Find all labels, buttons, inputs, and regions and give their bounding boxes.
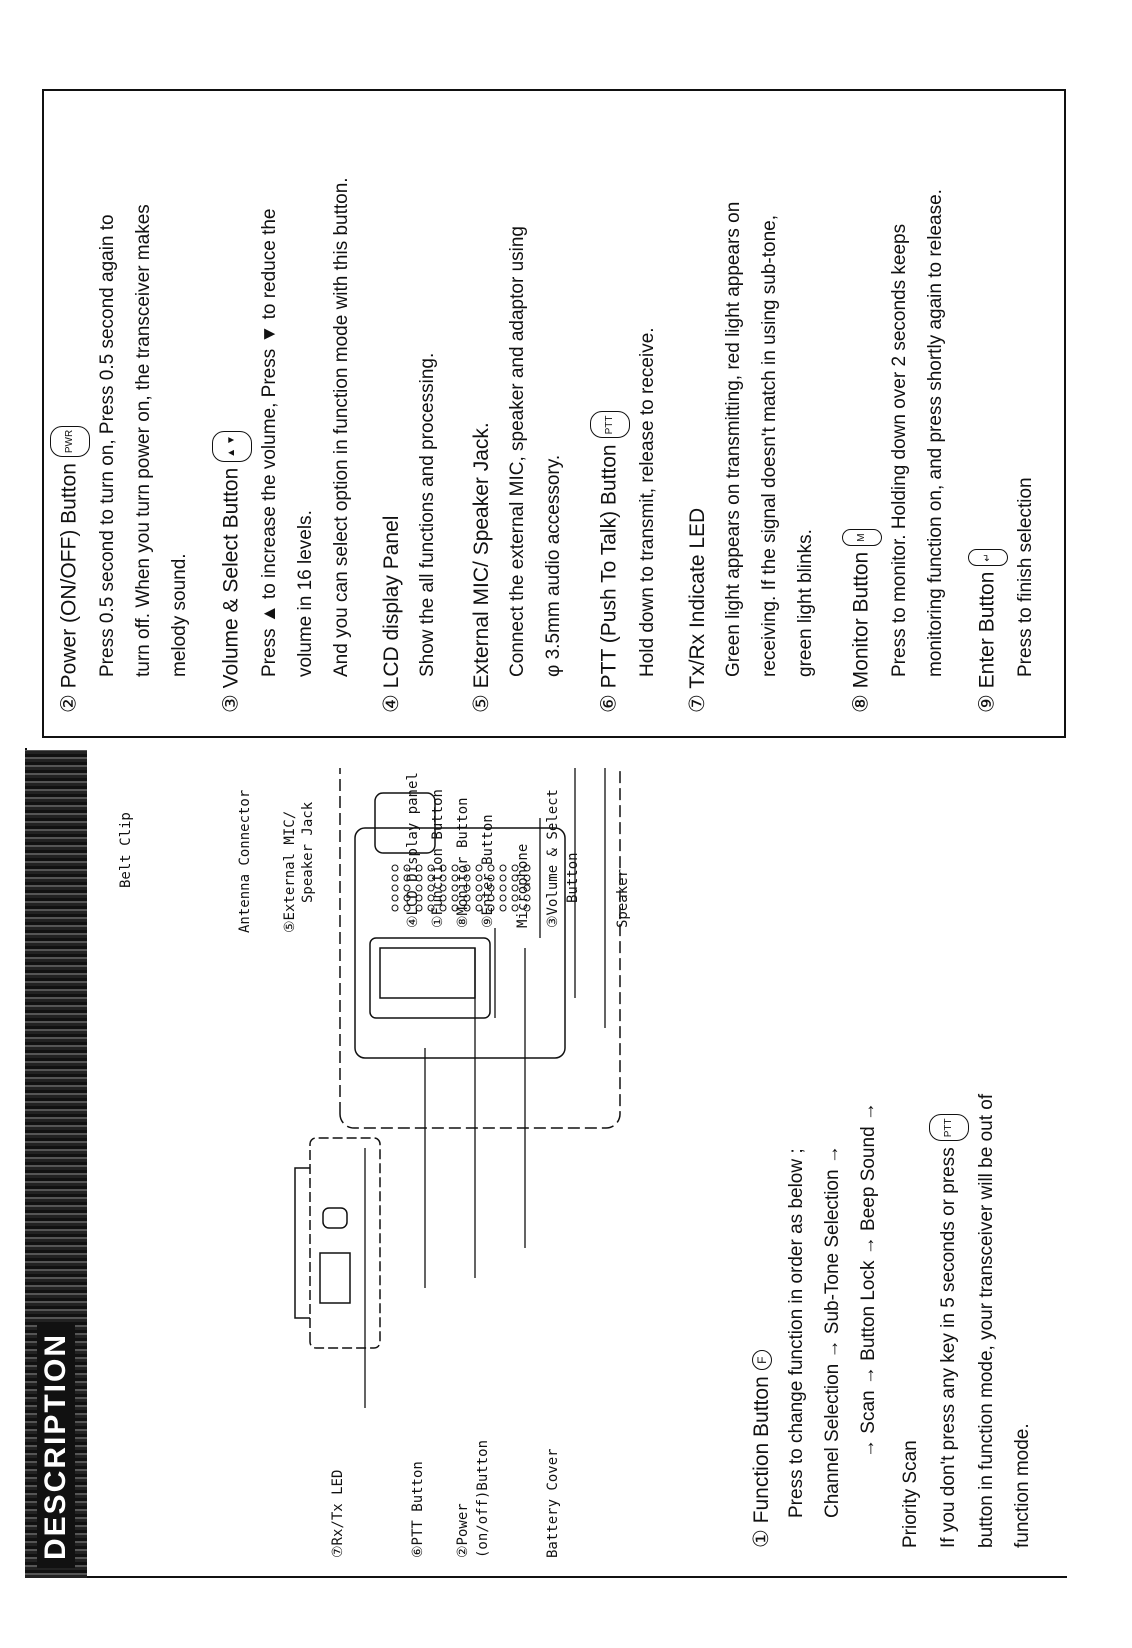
item-3	[212, 63, 360, 713]
antenna-connector-label: Antenna Connector	[237, 789, 253, 933]
item-title	[212, 63, 252, 713]
function-line-3: → Scan → Button Lock → Beep Sound →	[858, 1102, 879, 1458]
item-5	[464, 63, 572, 713]
item-title	[680, 63, 716, 713]
function-button-label: ①Function Button	[430, 789, 446, 928]
item-title-text: ⑥ PTT (Push To Talk) Button	[597, 444, 621, 713]
item-8	[842, 63, 954, 713]
item-title-text: ④ LCD display Panel	[380, 515, 403, 713]
item-line: Show the all functions and processing.	[417, 352, 438, 677]
item-title-text: ⑦ Tx/Rx Indicate LED	[686, 507, 709, 713]
function-icon: F	[752, 1350, 772, 1370]
enter-button-label: ⑨Enter Button	[480, 814, 496, 928]
item-title-text: ⑧ Monitor Button	[849, 551, 873, 713]
description-banner	[25, 750, 87, 1578]
item-9	[968, 63, 1044, 713]
external-jack-label-1: ⑤External MIC/	[282, 810, 298, 933]
item-title	[374, 63, 410, 713]
priority-line-1: If you don't press any key in 5 seconds or pressPTT	[929, 758, 969, 1548]
item-title	[50, 63, 90, 713]
side-view	[295, 1138, 380, 1348]
monitor-button-label: ⑧Monitor Button	[455, 797, 471, 928]
ptt-button-label: ⑥PTT Button	[410, 1461, 426, 1558]
item-icon: M	[842, 529, 882, 545]
item-line: Connect the external MIC, speaker and adaptor using	[507, 226, 528, 677]
banner-title: DESCRIPTION	[37, 1325, 75, 1568]
rxtx-led-label: ⑦Rx/Tx LED	[330, 1469, 346, 1558]
item-title	[590, 63, 630, 713]
item-line: Green light appears on transmitting, red light appears on	[723, 201, 744, 677]
priority-title: Priority Scan	[900, 1440, 921, 1548]
function-title: ① Function ButtonF	[745, 758, 779, 1548]
item-line: Hold down to transmit, release to receive.	[637, 327, 658, 677]
item-line: φ 3.5mm audio accessory.	[543, 454, 564, 677]
item-line: receiving. If the signal doesn't match in using sub-tone,	[759, 214, 780, 677]
item-title-text: ⑨ Enter Button	[975, 571, 999, 713]
function-section	[745, 758, 1041, 1548]
battery-cover-label: Battery Cover	[545, 1448, 561, 1558]
volume-button-label-2: Button	[565, 852, 581, 903]
item-icon: PWR	[50, 426, 90, 457]
item-line: monitoring function on, and press shortly again to release.	[925, 189, 946, 677]
power-button-label-1: ②Power	[455, 1503, 471, 1558]
priority-line-2: button in function mode, your transceiver will be out of	[976, 1093, 997, 1548]
item-line: Press to monitor. Holding down over 2 seconds keeps	[889, 223, 910, 677]
item-line: Press 0.5 second to turn on, Press 0.5 second again to	[97, 214, 118, 677]
lcd-label: ④LCD Display panel	[405, 772, 421, 928]
item-7	[680, 63, 824, 713]
item-title-text: ② Power (ON/OFF) Button	[57, 463, 81, 713]
item-line: Press to finish selection	[1015, 477, 1036, 677]
item-list	[50, 103, 1050, 713]
function-line-2: Channel Selection → Sub-Tone Selection →	[822, 1145, 843, 1518]
ptt-icon: PTT	[929, 1114, 969, 1141]
item-icon: ▲ ▼	[212, 431, 252, 462]
priority-line-3: function mode.	[1012, 1423, 1033, 1548]
item-title-text: ③ Volume & Select Button	[219, 467, 243, 713]
item-line: turn off. When you turn power on, the transceiver makes	[133, 204, 154, 677]
item-line: melody sound.	[169, 553, 190, 677]
item-title	[842, 63, 882, 713]
speaker-label: Speaker	[615, 868, 631, 928]
item-2	[50, 63, 198, 713]
function-line-1: Press to change function in order as below ;	[786, 1148, 807, 1518]
item-4	[374, 63, 446, 713]
item-title	[464, 63, 500, 713]
item-icon: PTT	[590, 411, 630, 438]
item-6	[590, 63, 666, 713]
belt-clip-label: Belt Clip	[118, 812, 134, 888]
volume-button-label-1: ③Volume & Select	[545, 789, 561, 928]
item-title	[968, 63, 1008, 713]
microphone-label: Microphone	[515, 843, 531, 928]
item-title-text: ⑤ External MIC/ Speaker Jack.	[470, 422, 493, 713]
power-button-label-2: (on/off)Button	[475, 1439, 491, 1558]
item-line: Press ▲ to increase the volume, Press ▼ to reduce the	[259, 208, 280, 677]
external-jack-label-2: Speaker Jack	[300, 801, 316, 903]
item-icon: ↵	[968, 549, 1008, 565]
item-line: And you can select option in function mode with this button.	[331, 177, 352, 677]
item-line: green light blinks.	[795, 529, 816, 677]
item-line: volume in 16 levels.	[295, 510, 316, 677]
